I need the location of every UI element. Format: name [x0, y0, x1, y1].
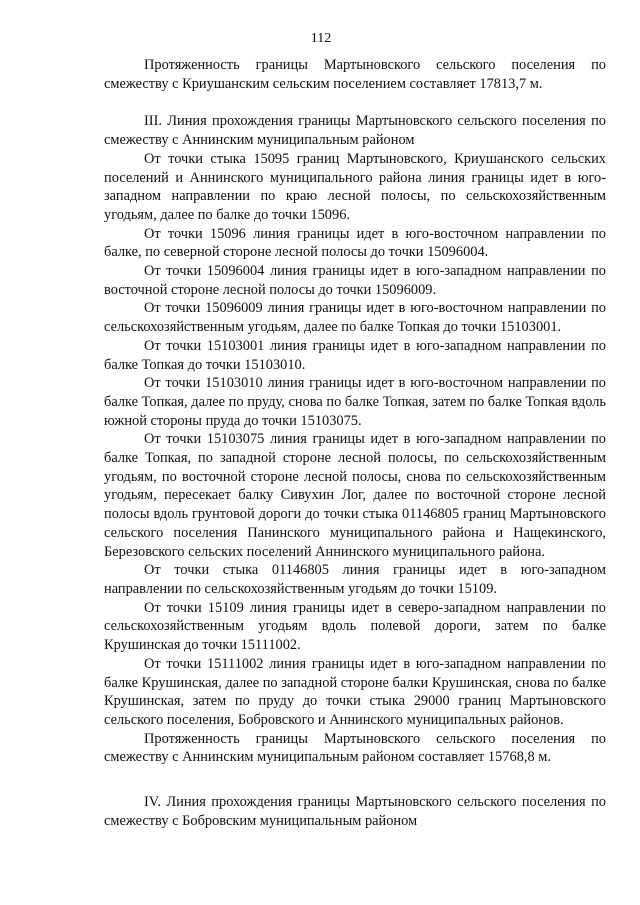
page-number: 112	[310, 31, 332, 46]
paragraph: От точки 15111002 линия границы идет в юго-западном направлении по балке Крушинская, далее по западной стороне балки Крушинская, снова по балке Крушинская, затем по пруду до точки стыка 29000 границ Мартыновского сельского поселения, Бобровского и Аннинского муниципальных районов.	[104, 655, 606, 728]
paragraph: От точки 15109 линия границы идет в северо-западном направлении по сельскохозяйственным угодьям вдоль полевой дороги, затем по балке Крушинская до точки 15111002.	[104, 599, 606, 654]
section-heading-iv: IV. Линия прохождения границы Мартыновского сельского поселения по смежеству с Бобровским муниципальным районом	[104, 794, 606, 829]
paragraph-length-kriushansky: Протяженность границы Мартыновского сельского поселения по смежеству с Криушанским сельским поселением составляет 17813,7 м.	[104, 57, 606, 92]
paragraph-length-anninsky: Протяженность границы Мартыновского сельского поселения по смежеству с Аннинским муниципальным районом составляет 15768,8 м.	[104, 730, 606, 766]
paragraph: От точки стыка 15095 границ Мартыновского, Криушанского сельских поселений и Аннинского муниципального района линия границы идет в юго-западном направлении по краю лесной полосы, по сельскохозяйственным угодьям, далее по балке до точки 15096.	[104, 150, 606, 223]
paragraph: От точки 15096 линия границы идет в юго-восточном направлении по балке, по северной стороне лесной полосы до точки 15096004.	[104, 225, 606, 261]
paragraph: От точки 15103075 линия границы идет в юго-западном направлении по балке Топкая, по западной стороне лесной полосы, по сельскохозяйственным угодьям, по восточной стороне лесной полосы, снова по сельскохозяйственным угодьям, пересекает балку Сивухин Лог, далее по восточной стороне лесной полосы вдоль грунтовой дороги до точки стыка 01146805 границ Мартыновского сельского поселения Панинского муниципального района и Нащекинского, Березовского сельских поселений Аннинского муниципального района.	[104, 431, 606, 560]
paragraph: От точки 15096009 линия границы идет в юго-восточном направлении по сельскохозяйственным угодьям, далее по балке Топкая до точки 15103001.	[104, 300, 606, 336]
paragraph: От точки 15103001 линия границы идет в юго-западном направлении по балке Топкая до точки 15103010.	[104, 337, 606, 373]
paragraph: От точки стыка 01146805 линия границы идет в юго-западном направлении по сельскохозяйственным угодьям до точки 15109.	[104, 562, 606, 597]
paragraph: От точки 15096004 линия границы идет в юго-западном направлении по восточной стороне лесной полосы до точки 15096009.	[104, 263, 606, 298]
document-body	[104, 56, 606, 830]
spacer	[104, 93, 606, 112]
spacer	[104, 767, 606, 793]
paragraph: От точки 15103010 линия границы идет в юго-восточном направлении по балке Топкая, далее по пруду, снова по балке Топкая, затем по балке Топкая вдоль южной стороны пруда до точки 15103075.	[104, 375, 606, 429]
section-heading-iii: III. Линия прохождения границы Мартыновского сельского поселения по смежеству с Аннинским муниципальным районом	[104, 113, 606, 149]
